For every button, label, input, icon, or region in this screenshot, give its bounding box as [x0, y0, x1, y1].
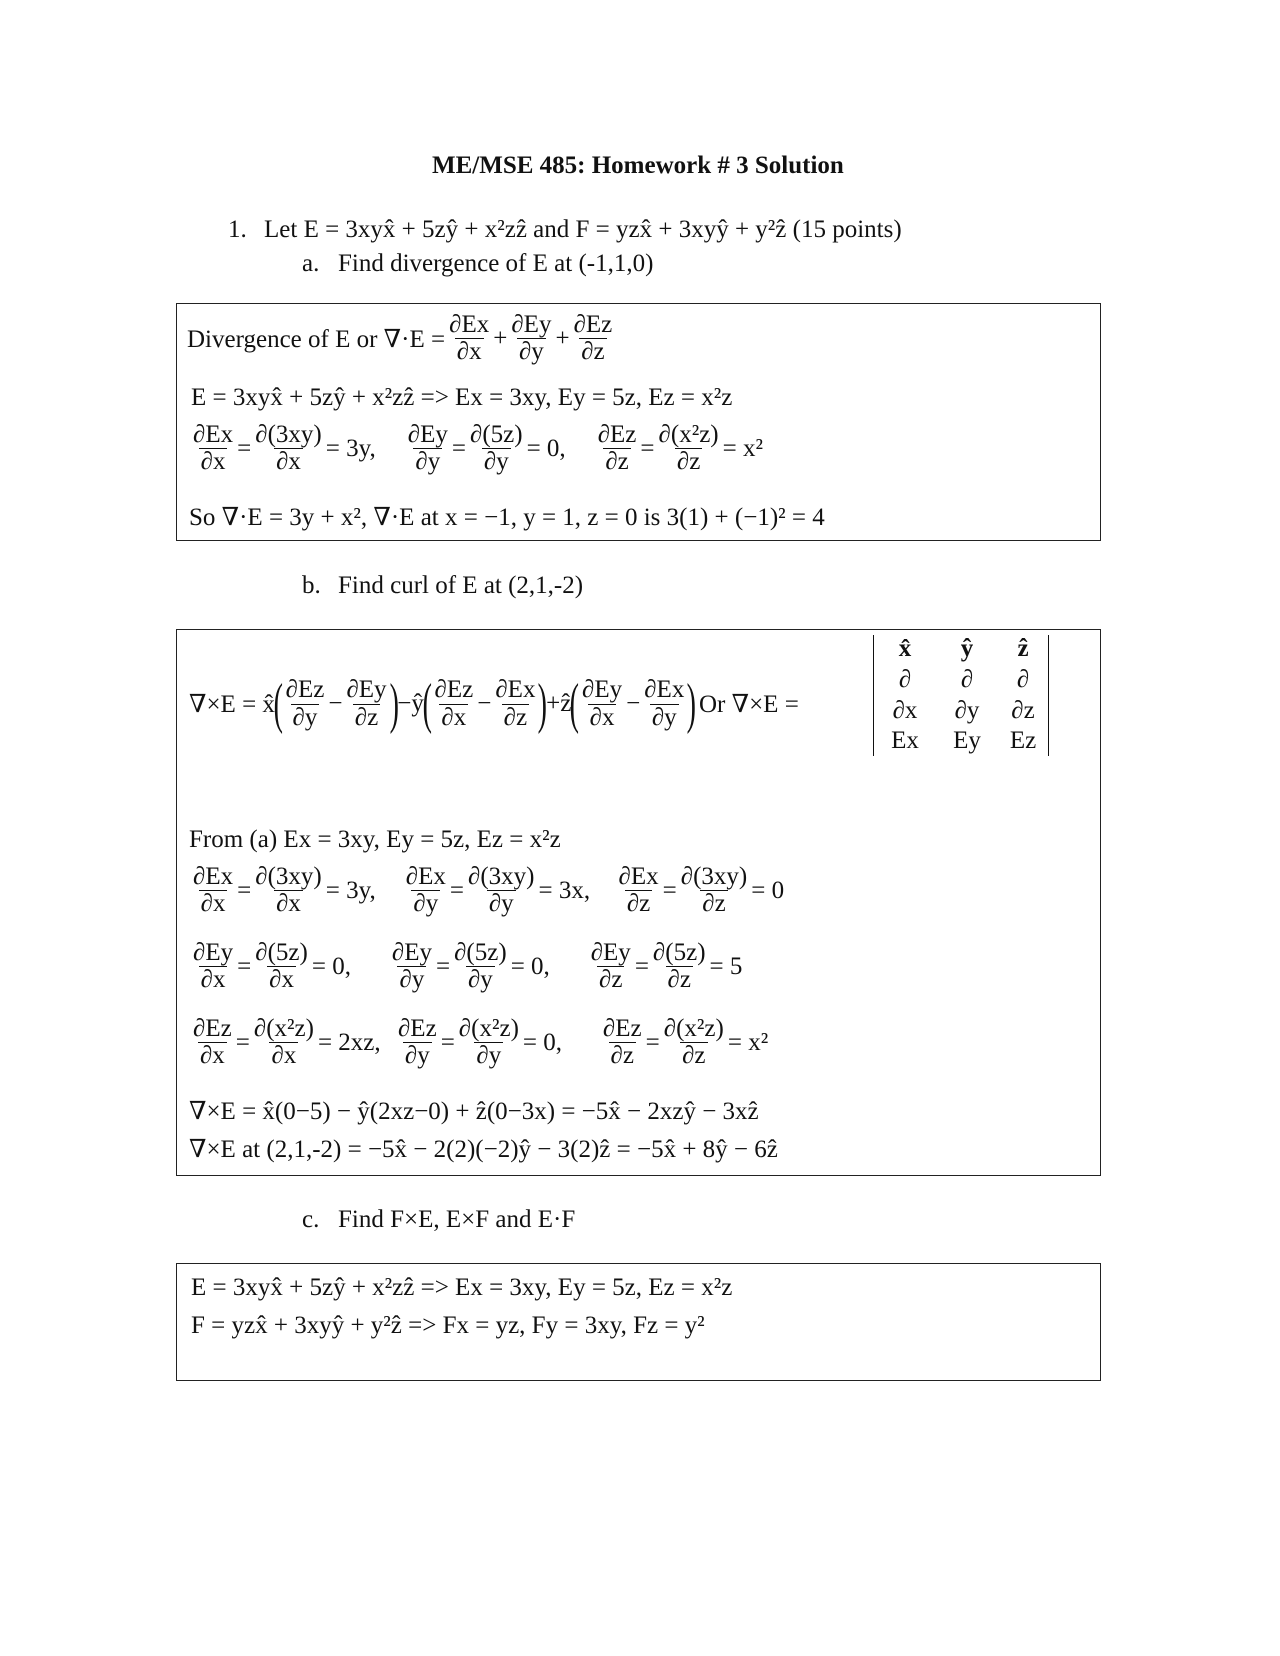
- frac-num: ∂Ey: [407, 421, 448, 448]
- eq-sign: =: [237, 952, 252, 980]
- frac-den: ∂z: [676, 448, 701, 476]
- frac-den: ∂x: [276, 448, 301, 476]
- eq-sign: =: [237, 876, 252, 904]
- frac: [657, 422, 721, 476]
- frac-num: ∂Ez: [193, 1015, 232, 1042]
- frac-num: ∂Ez: [285, 676, 325, 704]
- eq-sign: =: [237, 434, 252, 462]
- f-definition: F = yzx̂ + 3xyŷ + y²ẑ => Fx = yz, Fy = 3xy, Fz = y²: [191, 1312, 705, 1339]
- frac: [253, 422, 324, 476]
- frac: [679, 864, 750, 918]
- result: = 0,: [311, 952, 351, 980]
- eq-sign: =: [662, 876, 677, 904]
- frac-den: ∂y: [483, 448, 509, 476]
- part-a-solution-box: [176, 303, 1101, 541]
- part-c-question: Find F×E, E×F and E·F: [338, 1206, 576, 1233]
- frac-den: ∂y: [399, 966, 425, 994]
- frac-den: ∂z: [702, 890, 726, 918]
- result: = 0,: [526, 434, 566, 462]
- frac: [344, 677, 388, 731]
- eq-sign: =: [435, 952, 451, 980]
- frac-den: ∂y: [413, 890, 439, 918]
- frac-den: ∂z: [354, 703, 379, 731]
- det-cell: ∂: [1016, 665, 1030, 693]
- frac-num: ∂(5z): [652, 939, 706, 966]
- divergence-definition: [187, 312, 616, 366]
- frac-num: ∂(x²z): [253, 1015, 314, 1042]
- frac-num: ∂Ez: [434, 676, 474, 704]
- frac-num: ∂Ex: [644, 676, 685, 704]
- frac: [284, 677, 327, 731]
- problem-statement: Let E = 3xyx̂ + 5zŷ + x²zẑ and F = yzx̂ + 3xyŷ + y²ẑ (15 points): [264, 216, 902, 243]
- frac-num: ∂(3xy): [255, 863, 322, 890]
- frac-num: ∂Ey: [590, 939, 631, 966]
- frac: [457, 1016, 521, 1070]
- curl-definition: ∇×E = x̂ ( $\frac{\partial Ez}{\partial y}$ − $\frac{\partial Ey}{\partial z}$ ) −ŷ ( $\frac{\partial Ez}{\partial x}$ − $\frac{\partial Ex}{\partial z}$ ) +ẑ ( $\frac{\partial Ey}{\partial x}$ − $\frac{\partial Ex}{\partial y}$ ) Or ∇×E =: [189, 673, 799, 735]
- frac: [252, 1016, 316, 1070]
- det-cell: ∂x: [892, 696, 918, 724]
- frac: [406, 422, 450, 476]
- frac-den: ∂x: [199, 1042, 225, 1070]
- eq-sign: =: [235, 1028, 250, 1056]
- frac: [509, 312, 553, 366]
- frac: [617, 864, 661, 918]
- frac-num: ∂Ex: [405, 863, 446, 890]
- frac-den: ∂y: [651, 703, 677, 731]
- frac: [447, 312, 491, 366]
- det-cell: ∂: [960, 665, 974, 693]
- frac: [253, 940, 310, 994]
- frac: [404, 864, 448, 918]
- part-b-question: Find curl of E at (2,1,-2): [338, 572, 584, 599]
- frac-num: ∂(3xy): [680, 863, 748, 890]
- frac: [191, 864, 235, 918]
- frac: [596, 422, 639, 476]
- frac: [651, 940, 708, 994]
- result: = x²: [727, 1028, 769, 1056]
- derivative-row: [189, 864, 784, 918]
- frac-num: ∂Ey: [511, 311, 552, 338]
- curl-result: ∇×E = x̂(0−5) − ŷ(2xz−0) + ẑ(0−3x) = −5x̂ − 2xzŷ − 3xẑ: [189, 1098, 759, 1125]
- result: = 0,: [510, 952, 550, 980]
- frac-den: ∂x: [456, 338, 482, 366]
- frac-den: ∂z: [581, 338, 605, 366]
- eq-sign: =: [440, 1028, 455, 1056]
- det-cell: x̂: [898, 635, 912, 662]
- result: = x²: [722, 434, 763, 462]
- frac-den: ∂y: [476, 1042, 502, 1070]
- frac: [572, 312, 615, 366]
- part-a-label: a.: [302, 250, 320, 277]
- result: = 2xz,: [317, 1028, 381, 1056]
- frac-num: ∂(3xy): [255, 421, 322, 448]
- frac-den: ∂x: [269, 966, 294, 994]
- frac: [642, 677, 686, 731]
- frac-num: ∂Ex: [193, 421, 234, 448]
- frac-den: ∂z: [610, 1042, 634, 1070]
- det-cell: Ez: [1009, 727, 1037, 755]
- result: = 3x,: [538, 876, 591, 904]
- yhat-term: −ŷ: [397, 690, 424, 717]
- frac-num: ∂Ez: [602, 1015, 642, 1042]
- frac: [432, 677, 475, 731]
- frac-den: ∂y: [467, 966, 493, 994]
- frac-num: ∂(3xy): [467, 863, 535, 890]
- result: = 0,: [522, 1028, 563, 1056]
- result: = 5: [709, 952, 743, 980]
- frac: [493, 677, 537, 731]
- minus-sign: −: [626, 690, 641, 717]
- eq-sign: =: [645, 1028, 660, 1056]
- divergence-result: So ∇·E = 3y + x², ∇·E at x = −1, y = 1, z = 0 is 3(1) + (−1)² = 4: [189, 504, 825, 531]
- e-definition: E = 3xyx̂ + 5zŷ + x²zẑ => Ex = 3xy, Ey = 5z, Ez = x²z: [191, 1274, 733, 1301]
- frac-num: ∂Ex: [495, 676, 536, 704]
- eq-sign: =: [449, 876, 464, 904]
- plus-sign: +: [555, 324, 570, 352]
- frac-num: ∂(x²z): [663, 1015, 724, 1042]
- frac-den: ∂x: [271, 1042, 297, 1070]
- result: = 3y,: [325, 434, 376, 462]
- frac: [580, 677, 624, 731]
- frac-den: ∂y: [518, 338, 544, 366]
- frac-den: ∂y: [488, 890, 514, 918]
- or-text: Or ∇×E =: [698, 691, 799, 718]
- result: = 0: [751, 876, 785, 904]
- eq-sign: =: [451, 434, 466, 462]
- derivative-row: [189, 940, 742, 994]
- eq-sign: =: [634, 952, 649, 980]
- zhat-term: +ẑ: [546, 690, 572, 717]
- frac-den: ∂z: [503, 703, 528, 731]
- det-cell: ∂z: [1011, 696, 1035, 724]
- frac-den: ∂y: [415, 448, 441, 476]
- frac-den: ∂x: [441, 703, 467, 731]
- frac-num: ∂(5z): [255, 939, 308, 966]
- frac: [452, 940, 509, 994]
- div-def-text: Divergence of E or ∇·E =: [187, 325, 446, 353]
- curl-at-point: ∇×E at (2,1,-2) = −5x̂ − 2(2)(−2)ŷ − 3(2)ẑ = −5x̂ + 8ŷ − 6ẑ: [189, 1136, 778, 1163]
- det-cell: Ey: [953, 727, 981, 755]
- frac-den: ∂z: [599, 966, 623, 994]
- frac: [468, 422, 525, 476]
- part-a-question: Find divergence of E at (-1,1,0): [338, 250, 654, 277]
- frac: [601, 1016, 644, 1070]
- frac-num: ∂Ey: [581, 676, 623, 704]
- det-cell: Ex: [891, 727, 919, 755]
- frac-num: ∂Ey: [391, 939, 432, 966]
- det-cell: ŷ: [960, 635, 974, 662]
- frac-den: ∂z: [667, 966, 691, 994]
- partial-derivatives-a: [189, 422, 763, 476]
- result: = 3y,: [325, 876, 376, 904]
- minus-sign: −: [477, 690, 492, 717]
- part-b-solution-box: [176, 629, 1101, 1176]
- frac-num: ∂Ez: [397, 1015, 437, 1042]
- from-a-components: From (a) Ex = 3xy, Ey = 5z, Ez = x²z: [189, 826, 561, 853]
- derivative-row: [189, 1016, 768, 1070]
- frac: [253, 864, 324, 918]
- frac-num: ∂(5z): [454, 939, 507, 966]
- frac-den: ∂x: [589, 703, 615, 731]
- frac-num: ∂(x²z): [658, 421, 719, 448]
- frac-den: ∂y: [404, 1042, 430, 1070]
- det-cell: ẑ: [1017, 635, 1029, 662]
- frac-den: ∂z: [605, 448, 629, 476]
- minus-sign: −: [328, 690, 343, 717]
- frac-num: ∂(5z): [469, 421, 523, 448]
- frac-den: ∂y: [292, 703, 318, 731]
- frac-den: ∂x: [200, 448, 226, 476]
- curl-determinant: [873, 635, 1049, 756]
- frac-num: ∂(x²z): [458, 1015, 519, 1042]
- frac-den: ∂x: [200, 966, 226, 994]
- plus-sign: +: [493, 324, 508, 352]
- eq-sign: =: [640, 434, 655, 462]
- frac-den: ∂z: [626, 890, 651, 918]
- frac-den: ∂z: [682, 1042, 706, 1070]
- det-cell: ∂: [898, 665, 912, 693]
- problem-number: 1.: [228, 216, 247, 243]
- part-c-solution-box: [176, 1263, 1101, 1381]
- frac: [191, 940, 235, 994]
- part-b-label: b.: [302, 572, 321, 599]
- frac-num: ∂Ex: [449, 311, 490, 338]
- det-cell: ∂y: [954, 696, 980, 724]
- frac-num: ∂Ez: [597, 421, 637, 448]
- frac: [466, 864, 537, 918]
- frac: [662, 1016, 726, 1070]
- frac: [390, 940, 434, 994]
- frac-den: ∂x: [200, 890, 226, 918]
- frac-num: ∂Ex: [618, 863, 659, 890]
- frac: [191, 1016, 234, 1070]
- frac-num: ∂Ex: [193, 863, 234, 890]
- e-components: E = 3xyx̂ + 5zŷ + x²zẑ => Ex = 3xy, Ey = 5z, Ez = x²z: [191, 384, 733, 411]
- frac-num: ∂Ey: [193, 939, 234, 966]
- frac-num: ∂Ey: [346, 676, 387, 704]
- curl-lhs: ∇×E = x̂: [189, 691, 275, 718]
- frac: [589, 940, 633, 994]
- frac-num: ∂Ez: [573, 311, 613, 338]
- frac: [191, 422, 235, 476]
- part-c-label: c.: [302, 1206, 320, 1233]
- frac: [396, 1016, 439, 1070]
- frac-den: ∂x: [276, 890, 301, 918]
- page-title: ME/MSE 485: Homework # 3 Solution: [432, 152, 844, 179]
